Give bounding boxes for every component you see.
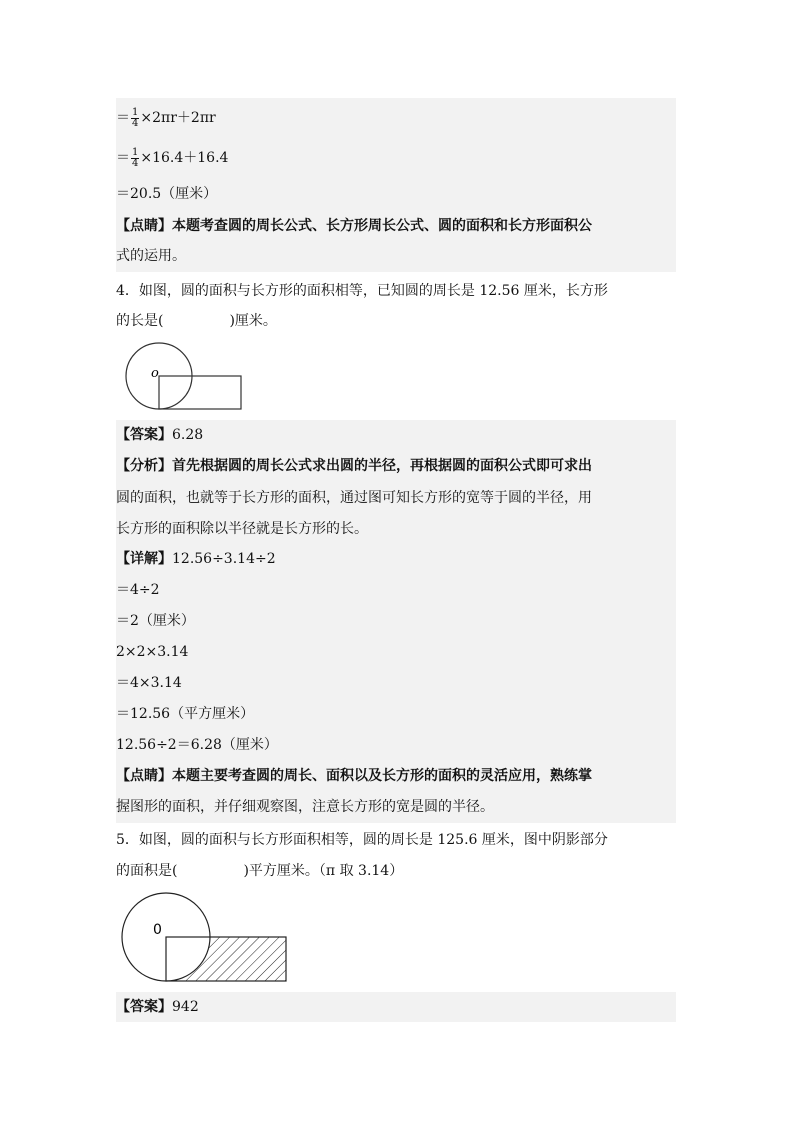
- q4-detail-line-1: 【详解】12.56÷3.14÷2: [116, 544, 676, 575]
- q4-detail-line-7: 12.56÷2＝6.28（厘米）: [116, 730, 676, 761]
- q4-detail-line-2: ＝4÷2: [116, 575, 676, 606]
- q4-detail-line-6: ＝12.56（平方厘米）: [116, 699, 676, 730]
- formula-line-2: ＝ $\frac{1}{4}$ ×16.4＋16.4: [116, 138, 676, 178]
- q4-detail-line-4: 2×2×3.14: [116, 637, 676, 668]
- fraction: $\frac{1}{4}$: [132, 106, 139, 129]
- q5-figure: [118, 890, 293, 984]
- q5-answer: 【答案】942: [116, 992, 676, 1022]
- center-label: o: [151, 366, 159, 381]
- comment-line-1: 【点睛】本题考查圆的周长公式、长方形周长公式、圆的面积和长方形面积公: [116, 210, 676, 242]
- center-label: 0: [153, 922, 162, 938]
- q4-figure: [124, 341, 254, 415]
- q4-comment-line-2: 握图形的面积，并仔细观察图，注意长方形的宽是圆的半径。: [116, 792, 676, 823]
- q4-detail-line-3: ＝2（厘米）: [116, 606, 676, 637]
- q5-stem-line-2: 的面积是( )平方厘米。（π 取 3.14）: [116, 863, 404, 879]
- q4-comment-line-1: 【点睛】本题主要考查圆的周长、面积以及长方形的面积的灵活应用，熟练掌: [116, 761, 676, 792]
- q4-analysis-line-1: 【分析】首先根据圆的周长公式求出圆的半径，再根据圆的面积公式即可求出: [116, 450, 676, 482]
- q4-analysis-line-2: 圆的面积，也就等于长方形的面积，通过图可知长方形的宽等于圆的半径，用: [116, 482, 676, 514]
- comment-line-2: 式的运用。: [116, 242, 676, 272]
- q5-stem-line-1: 5．如图，圆的面积与长方形面积相等，圆的周长是 125.6 厘米，图中阴影部分: [116, 832, 608, 848]
- q4-analysis-line-3: 长方形的面积除以半径就是长方形的长。: [116, 514, 676, 544]
- q4-detail-line-5: ＝4×3.14: [116, 668, 676, 699]
- formula-line-1: ＝ $\frac{1}{4}$ ×2πr＋2πr: [116, 98, 676, 138]
- q4-stem-line-2: 的长是( )厘米。: [116, 313, 277, 329]
- rectangle-shape: [159, 376, 241, 409]
- fraction: $\frac{1}{4}$: [132, 146, 139, 169]
- q4-answer: 【答案】6.28: [116, 420, 676, 450]
- formula-line-3: ＝20.5（厘米）: [116, 178, 676, 210]
- q4-stem-line-1: 4．如图，圆的面积与长方形的面积相等，已知圆的周长是 12.56 厘米，长方形: [116, 283, 608, 299]
